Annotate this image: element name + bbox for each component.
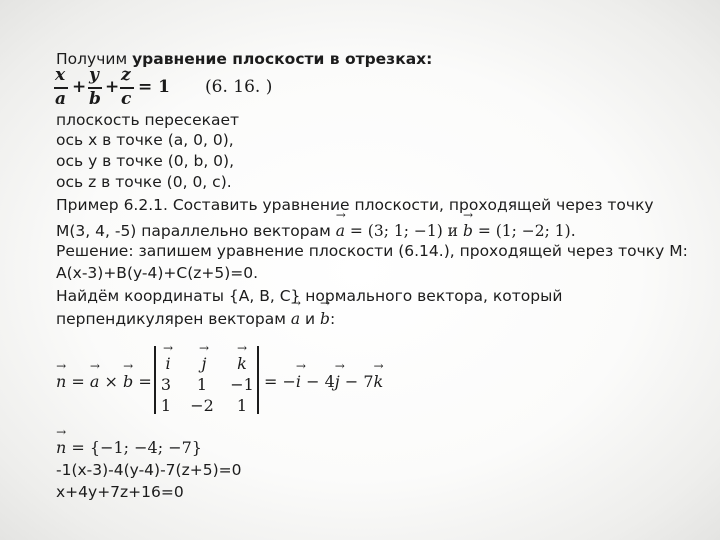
solution-line4-end: :	[329, 310, 336, 328]
frac-z-num: z	[121, 65, 131, 85]
result-j: → j	[335, 372, 340, 392]
a-value: = (3; 1; −1) и	[344, 222, 463, 240]
frac-z-den: c	[121, 89, 132, 109]
plus-2: +	[105, 77, 120, 97]
normal-n: → n	[56, 438, 66, 458]
det-i: → i	[148, 354, 188, 373]
result-eq: = −	[264, 372, 296, 391]
solution-vector-b: → b	[320, 309, 330, 329]
frac-x-num: x	[55, 65, 66, 85]
example-line2-prefix: M(3, 4, -5) параллельно векторам	[56, 222, 336, 240]
det-r2c2: −2	[190, 396, 214, 415]
intro-bold: уравнение плоскости в отрезках:	[132, 50, 433, 68]
vector-a: → a	[336, 221, 345, 241]
det-j: → j	[184, 354, 224, 373]
vector-b: → b	[463, 221, 473, 241]
formula-equals: = 1	[138, 77, 170, 97]
frac-y-num: y	[89, 65, 99, 85]
example-line-2	[56, 221, 576, 241]
normal-value: = {−1; −4; −7}	[66, 438, 202, 457]
cross-b: → b	[123, 372, 133, 392]
plus-1: +	[72, 77, 87, 97]
result-mid: − 4	[301, 372, 335, 391]
cross-eq: =	[66, 372, 90, 391]
solution-line4-mid: и	[300, 310, 320, 328]
final-line-0: -1(x-3)-4(y-4)-7(z+5)=0	[56, 461, 242, 479]
det-r2c1: 1	[160, 396, 172, 415]
cross-eq-2: =	[133, 372, 152, 391]
det-r1c1: 3	[160, 375, 172, 394]
final-line-1: x+4y+7z+16=0	[56, 483, 184, 501]
solution-vector-a: → a	[291, 309, 300, 329]
solution-line-1: Решение: запишем уравнение плоскости (6.14.), проходящей через точку M:	[56, 242, 688, 260]
det-k: → k	[222, 354, 262, 373]
b-value: = (1; −2; 1).	[472, 222, 576, 240]
frac-y-den: b	[89, 89, 101, 109]
det-r1c3: −1	[230, 375, 254, 394]
solution-line4-prefix: перпендикулярен векторам	[56, 310, 291, 328]
result-i: → i	[296, 372, 301, 392]
solution-line-2: A(x-3)+B(y-4)+C(z+5)=0.	[56, 264, 259, 282]
intercept-line-1: ось x в точке (a, 0, 0),	[56, 131, 234, 149]
intro-line	[56, 49, 432, 69]
cross-times: ×	[99, 372, 124, 391]
solution-line-3: Найдём координаты {A, B, C} нормального вектора, который	[56, 287, 563, 305]
det-r1c2: 1	[196, 375, 208, 394]
normal-vector-line	[56, 438, 202, 458]
intro-prefix: Получим	[56, 50, 133, 68]
result-mid2: − 7	[339, 372, 374, 391]
solution-line-4	[56, 309, 335, 329]
frac-x-den: a	[55, 89, 67, 109]
intercept-line-3: ось z в точке (0, 0, c).	[56, 173, 232, 191]
cross-a: → a	[90, 372, 100, 392]
cross-result	[264, 372, 383, 392]
example-line-1: Пример 6.2.1. Составить уравнение плоскости, проходящей через точку	[56, 196, 654, 214]
intercept-line-2: ось y в точке (0, b, 0),	[56, 152, 235, 170]
result-k: → k	[374, 372, 384, 392]
formula-number: (6. 16. )	[205, 77, 273, 97]
intercept-line-0: плоскость пересекает	[56, 111, 240, 129]
cross-lhs	[56, 372, 152, 392]
det-r2c3: 1	[236, 396, 248, 415]
cross-n: → n	[56, 372, 66, 392]
